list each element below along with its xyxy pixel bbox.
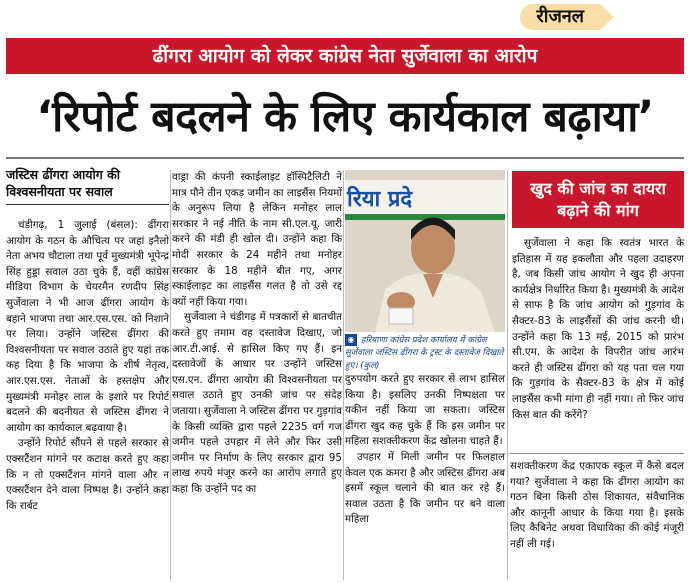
sidebar-divider bbox=[510, 453, 684, 454]
column-divider bbox=[343, 170, 344, 580]
sidebar-heading: खुद की जांच का दायरा बढ़ाने की मांग bbox=[530, 178, 666, 220]
paragraph: सशक्तीकरण केंद्र एकाएक स्कूल में कैसे बदल गया? सुर्जेवाला ने कहा कि ढींगरा आयोग का गठन बिना किसी ठोस शिकायत, संवैधानिक और कानूनी आधार के किया गया है। इसके लिए कैबिनेट अथवा विधायिका की कोई मंजूरी नहीं ली गई। bbox=[510, 460, 684, 550]
column-divider bbox=[170, 170, 171, 580]
article-column-3 bbox=[345, 372, 505, 528]
headline: ‘रिपोर्ट बदलने के लिए कार्यकाल बढ़ाया’ bbox=[36, 92, 654, 142]
column-divider bbox=[507, 170, 508, 580]
article-column-1 bbox=[6, 218, 169, 514]
photo-caption bbox=[345, 334, 505, 372]
camera-icon: ◉ bbox=[345, 334, 357, 346]
photo-illustration bbox=[345, 170, 505, 332]
paragraph: चंडीगढ़, 1 जुलाई (बंसल): ढींगरा आयोग के गठन के औचित्य पर जहां इनैलो नेता अभय चौटाला तथा पूर्व मुख्यमंत्री भूपेन्द्र सिंह हुड्डा सवाल उठा चुके हैं, वहीं कांग्रेस मीडिया विभाग के चेयरमैन रणदीप सिंह सुर्जेवाला ने भी आज ढींगरा आयोग के बहाने भाजपा तथा आर.एस.एस. को निशाने पर लिया। उन्होंने जस्टिस ढींगरा की विश्वसनीयता पर सवाल उठाते हुए यहां तक कह दिया है कि भाजपा के शीर्ष नेतृत्व, आर.एस.एस. नेताओं के हस्तक्षेप और मुख्यमंत्री मनोहर लाल के इशारे पर रिपोर्ट बदलने की बदनीयत से जस्टिस ढींगरा ने आयोग का कार्यकाल बढ़वाया है। bbox=[6, 219, 169, 434]
banner-text: रिया प्रदे bbox=[347, 187, 413, 212]
paragraph: दुरुपयोग करते हुए सरकार से लाभ हासिल किया है। इसलिए उनकी निष्पक्षता पर यकीन नहीं किया जा सकता। जस्टिस ढींगरा खुद कह चुके हैं कि इस जमीन पर महिला सशक्तीकरण केंद्र खोलना चाहते हैं। bbox=[345, 373, 505, 448]
kicker-banner: ढींगरा आयोग को लेकर कांग्रेस नेता सुर्जेवाला का आरोप bbox=[6, 38, 684, 74]
paragraph: सुर्जेवाला ने कहा कि स्वतंत्र भारत के इतिहास में यह इकलौता और पहला उदाहरण है, जब किसी जांच आयोग ने खुद ही अपना कार्यक्षेत्र निर्धारित किया है। मुख्यमंत्री के आदेश से साफ है कि जांच आयोग को गुड़गांव के सैक्टर-83 के लाइसैंसों की जांच करनी थी। उन्होंने कहा कि 13 मई, 2015 को प्रारंभ सी.एम. के आदेश के विपरीत जांच आरंभ करते ही जस्टिस ढींगरा को यह पता चल गया कि गुड़गांव के सैक्टर-83 के क्षेत्र में कोई लाइसैंस कभी मांगा ही नहीं गया। तो फिर जांच किस बात की करेंगे? bbox=[512, 237, 684, 421]
paragraph: उपहार में मिली जमीन पर फिलहाल केवल एक कमरा है और जस्टिस ढींगरा अब इसमें स्कूल चलाने की बात कर रहे हैं। सवाल उठता है कि जमीन पर बने वाला महिला bbox=[345, 450, 505, 526]
news-photo bbox=[345, 170, 505, 332]
article-column-5 bbox=[510, 459, 684, 553]
paragraph: वाड्रा की कंपनी स्काईलाइट हॉस्पिटैलिटी ने मात्र पौने तीन एकड़ जमीन का लाइसैंस नियमों के अनुरूप लिया है लेकिन मनोहर लाल सरकार ने नई नीति के नाम सी.एल.यू. जारी करने की मंडी ही खोल दी। उन्होंने कहा कि मोदी सरकार के 24 महीने तथा मनोहर सरकार के 18 महीने बीत गए, अगर स्काईलाइट का लाइसैंस गलत है तो उसे रद्द क्यों नहीं किया गया। bbox=[172, 171, 342, 308]
paragraph: सुर्जेवाला ने चंडीगढ़ में पत्रकारों से बातचीत करते हुए तमाम वह दस्तावेज दिखाए, जो आर.टी.आई. से हासिल किए गए हैं। इन दस्तावेजों के आधार पर उन्होंने जस्टिस एस.एन. ढींगरा आयोग की विश्वसनीयता पर सवाल उठाते हुए उनकी जांच पर संदेह जताया। सुर्जेवाला ने जस्टिस ढींगरा पर गुड़गांव के किसी व्यक्ति द्वारा पहले 2235 वर्ग गज जमीन पहले उपहार में लेने और फिर उसी जमीन पर निर्माण के लिए सरकार द्वारा 95 लाख रुपये मंजूर करने का आरोप लगाते हुए कहा कि उन्होंने पद का bbox=[172, 311, 342, 495]
subheading: जस्टिस ढींगरा आयोग की विश्वसनीयता पर सवाल bbox=[6, 166, 169, 205]
section-tag: रीजनल bbox=[520, 4, 600, 30]
headline-rule bbox=[6, 157, 684, 159]
paragraph: उन्होंने रिपोर्ट सौंपने से पहले सरकार से एक्सटैंशन मांगने पर कटाक्ष करते हुए कहा कि न तो एक्सटैंशन मांगने वाला और न एक्सटैंशन देने वाला निष्पक्ष है। उन्होंने कहा कि रार्बट bbox=[6, 437, 169, 512]
sidebar-column bbox=[512, 236, 684, 423]
article-column-2 bbox=[172, 170, 342, 497]
sidebar-heading-box bbox=[512, 171, 684, 228]
caption-text: हरियाणा कांग्रेस प्रदेश कार्यालय में कांग्रेस सुर्जेवाला जस्टिस ढींगरा के ट्रस्ट के दस्तावेज दिखाते हुए। (कुल) bbox=[345, 335, 504, 371]
top-bar bbox=[0, 0, 690, 36]
